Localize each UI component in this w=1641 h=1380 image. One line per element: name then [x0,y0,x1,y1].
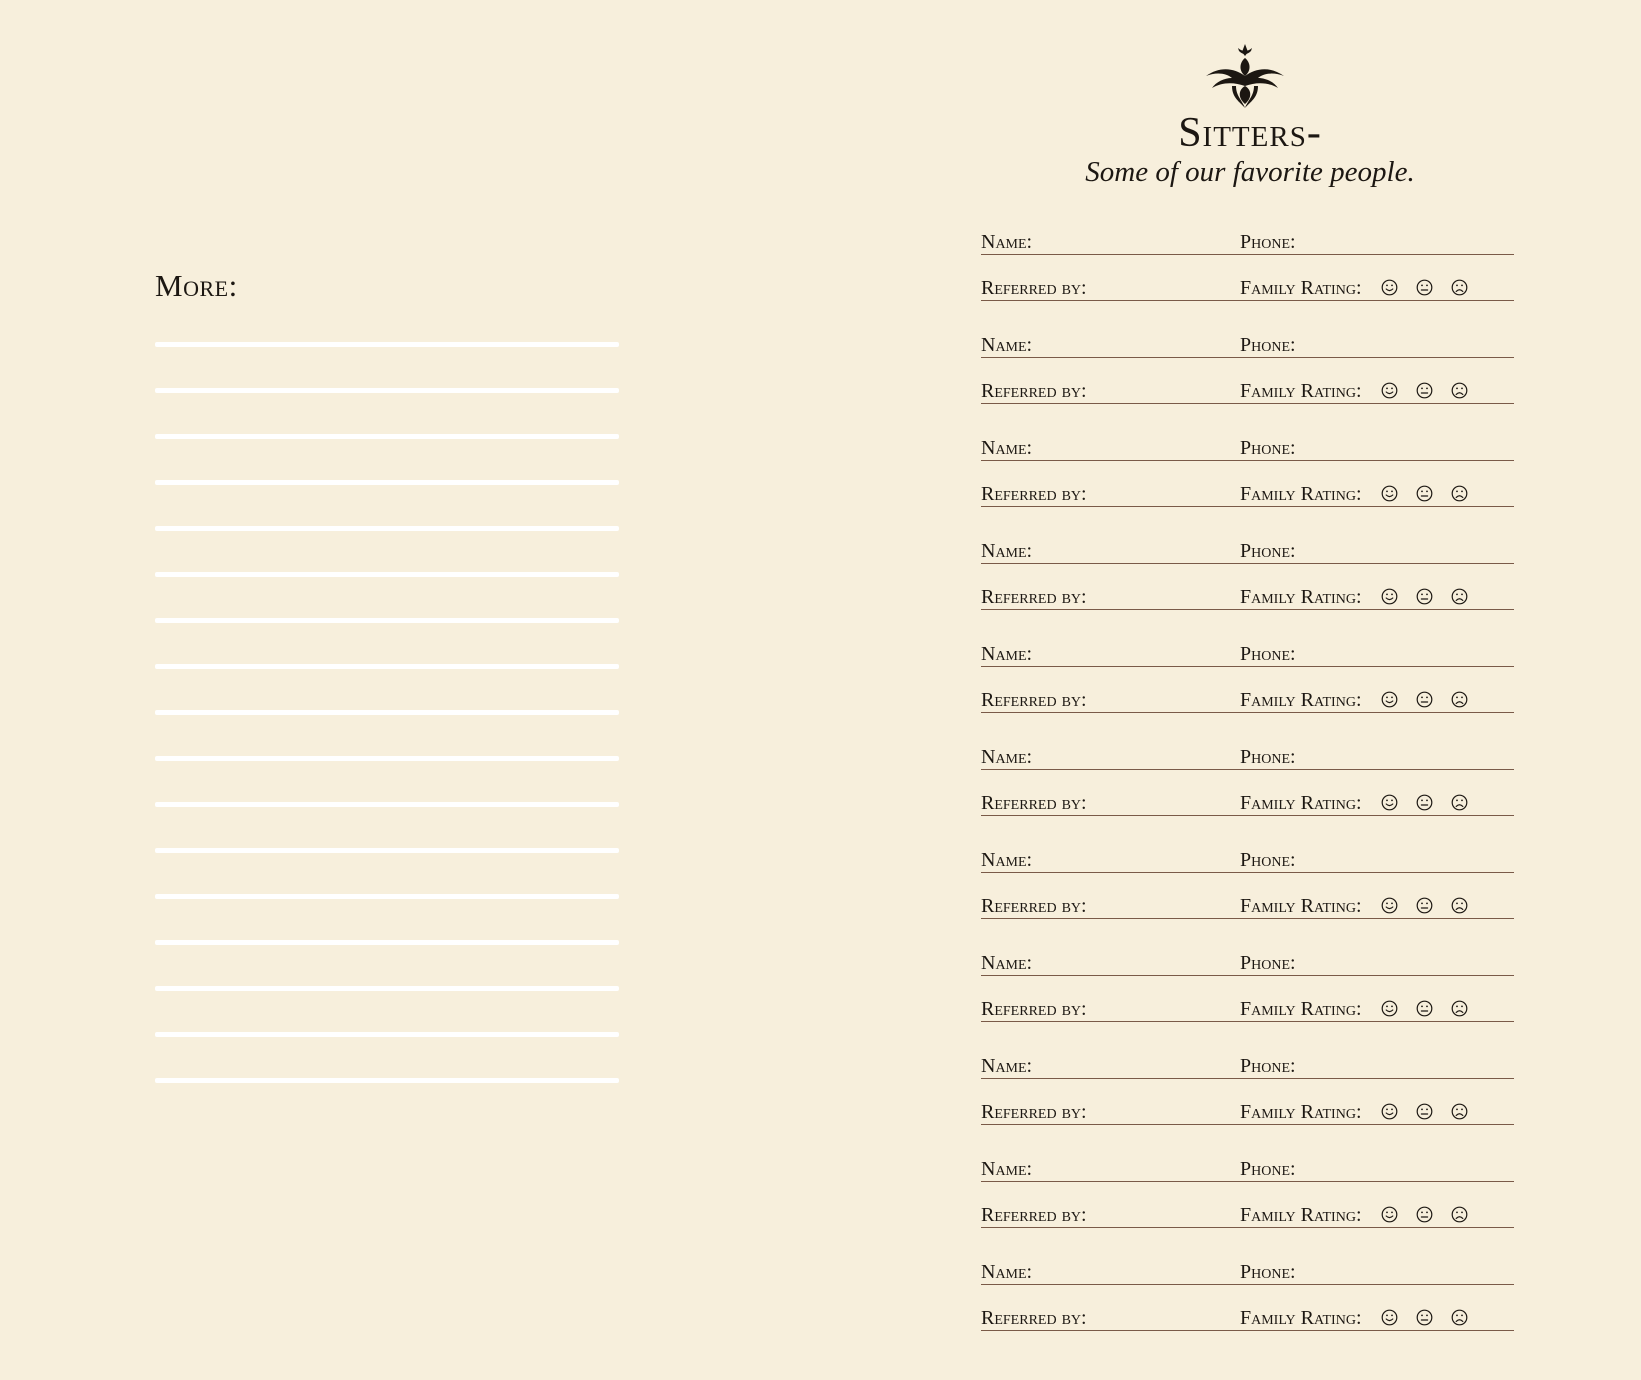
smiley-sad-icon[interactable] [1451,691,1468,708]
referred-by-label: Referred by: [981,586,1087,608]
rating-faces [1381,794,1468,811]
smiley-neutral-icon[interactable] [1416,897,1433,914]
note-line[interactable] [155,1078,619,1083]
rating-faces [1381,897,1468,914]
sitter-referral-rating-row[interactable] [981,1199,1514,1228]
family-rating-label: Family Rating: [1240,1307,1362,1329]
family-rating-label: Family Rating: [1240,792,1362,814]
sitter-name-phone-row[interactable] [981,741,1514,770]
name-label: Name: [981,849,1033,871]
name-label: Name: [981,437,1033,459]
rating-faces [1381,1309,1468,1326]
name-label: Name: [981,1158,1033,1180]
referred-by-label: Referred by: [981,1204,1087,1226]
phone-label: Phone: [1240,231,1296,253]
smiley-sad-icon[interactable] [1451,897,1468,914]
name-label: Name: [981,540,1033,562]
smiley-neutral-icon[interactable] [1416,1103,1433,1120]
smiley-happy-icon[interactable] [1381,279,1398,296]
more-label: More: [155,268,238,303]
note-line[interactable] [155,710,619,715]
rating-faces [1381,382,1468,399]
smiley-happy-icon[interactable] [1381,1206,1398,1223]
phone-label: Phone: [1240,952,1296,974]
referred-by-label: Referred by: [981,277,1087,299]
smiley-neutral-icon[interactable] [1416,382,1433,399]
smiley-happy-icon[interactable] [1381,897,1398,914]
sitter-referral-rating-row[interactable] [981,581,1514,610]
name-label: Name: [981,231,1033,253]
phone-label: Phone: [1240,849,1296,871]
smiley-happy-icon[interactable] [1381,1103,1398,1120]
referred-by-label: Referred by: [981,483,1087,505]
note-line[interactable] [155,940,619,945]
smiley-happy-icon[interactable] [1381,382,1398,399]
smiley-neutral-icon[interactable] [1416,588,1433,605]
rating-faces [1381,1206,1468,1223]
smiley-neutral-icon[interactable] [1416,279,1433,296]
note-line[interactable] [155,894,619,899]
note-line[interactable] [155,526,619,531]
smiley-happy-icon[interactable] [1381,485,1398,502]
sitter-name-phone-row[interactable] [981,226,1514,255]
rating-faces [1381,1000,1468,1017]
note-line[interactable] [155,848,619,853]
smiley-happy-icon[interactable] [1381,1000,1398,1017]
family-rating-label: Family Rating: [1240,586,1362,608]
phone-label: Phone: [1240,334,1296,356]
name-label: Name: [981,1261,1033,1283]
sitter-referral-rating-row[interactable] [981,478,1514,507]
sitter-name-phone-row[interactable] [981,329,1514,358]
family-rating-label: Family Rating: [1240,998,1362,1020]
sitter-name-phone-row[interactable] [981,1153,1514,1182]
phone-label: Phone: [1240,437,1296,459]
note-line[interactable] [155,664,619,669]
sitter-referral-rating-row[interactable] [981,993,1514,1022]
phone-label: Phone: [1240,1055,1296,1077]
name-label: Name: [981,334,1033,356]
sitter-referral-rating-row[interactable] [981,272,1514,301]
name-label: Name: [981,952,1033,974]
family-rating-label: Family Rating: [1240,1101,1362,1123]
sitter-name-phone-row[interactable] [981,947,1514,976]
sitter-referral-rating-row[interactable] [981,1302,1514,1331]
sitter-name-phone-row[interactable] [981,1256,1514,1285]
family-rating-label: Family Rating: [1240,895,1362,917]
name-label: Name: [981,643,1033,665]
family-rating-label: Family Rating: [1240,483,1362,505]
smiley-sad-icon[interactable] [1451,1206,1468,1223]
rating-faces [1381,485,1468,502]
sitter-name-phone-row[interactable] [981,844,1514,873]
referred-by-label: Referred by: [981,1101,1087,1123]
smiley-sad-icon[interactable] [1451,382,1468,399]
phone-label: Phone: [1240,1158,1296,1180]
family-rating-label: Family Rating: [1240,1204,1362,1226]
smiley-sad-icon[interactable] [1451,1103,1468,1120]
smiley-happy-icon[interactable] [1381,1309,1398,1326]
referred-by-label: Referred by: [981,380,1087,402]
name-label: Name: [981,746,1033,768]
page-subtitle: Some of our favorite people. [1085,156,1415,188]
smiley-happy-icon[interactable] [1381,794,1398,811]
sitter-name-phone-row[interactable] [981,432,1514,461]
referred-by-label: Referred by: [981,895,1087,917]
rating-faces [1381,588,1468,605]
referred-by-label: Referred by: [981,792,1087,814]
rating-faces [1381,691,1468,708]
smiley-sad-icon[interactable] [1451,485,1468,502]
note-line[interactable] [155,802,619,807]
note-line[interactable] [155,756,619,761]
smiley-neutral-icon[interactable] [1416,691,1433,708]
note-line[interactable] [155,572,619,577]
smiley-sad-icon[interactable] [1451,1309,1468,1326]
smiley-neutral-icon[interactable] [1416,794,1433,811]
sitter-referral-rating-row[interactable] [981,684,1514,713]
note-line[interactable] [155,342,619,347]
smiley-happy-icon[interactable] [1381,588,1398,605]
note-line[interactable] [155,388,619,393]
smiley-sad-icon[interactable] [1451,1000,1468,1017]
referred-by-label: Referred by: [981,998,1087,1020]
sitter-name-phone-row[interactable] [981,638,1514,667]
sitter-referral-rating-row[interactable] [981,890,1514,919]
note-line[interactable] [155,618,619,623]
referred-by-label: Referred by: [981,1307,1087,1329]
smiley-neutral-icon[interactable] [1416,1000,1433,1017]
family-rating-label: Family Rating: [1240,277,1362,299]
name-label: Name: [981,1055,1033,1077]
note-line[interactable] [155,1032,619,1037]
sitter-referral-rating-row[interactable] [981,787,1514,816]
note-line[interactable] [155,434,619,439]
sitter-name-phone-row[interactable] [981,1050,1514,1079]
smiley-sad-icon[interactable] [1451,794,1468,811]
note-line[interactable] [155,986,619,991]
smiley-neutral-icon[interactable] [1416,1206,1433,1223]
sitter-referral-rating-row[interactable] [981,375,1514,404]
rating-faces [1381,279,1468,296]
phone-label: Phone: [1240,643,1296,665]
rating-faces [1381,1103,1468,1120]
smiley-neutral-icon[interactable] [1416,485,1433,502]
page-title: Sitters- [1178,110,1322,156]
phone-label: Phone: [1240,746,1296,768]
sitter-referral-rating-row[interactable] [981,1096,1514,1125]
phone-label: Phone: [1240,1261,1296,1283]
smiley-sad-icon[interactable] [1451,279,1468,296]
note-line[interactable] [155,480,619,485]
family-rating-label: Family Rating: [1240,380,1362,402]
fleuron-icon [1202,42,1288,110]
family-rating-label: Family Rating: [1240,689,1362,711]
phone-label: Phone: [1240,540,1296,562]
smiley-sad-icon[interactable] [1451,588,1468,605]
sitter-name-phone-row[interactable] [981,535,1514,564]
referred-by-label: Referred by: [981,689,1087,711]
smiley-happy-icon[interactable] [1381,691,1398,708]
smiley-neutral-icon[interactable] [1416,1309,1433,1326]
